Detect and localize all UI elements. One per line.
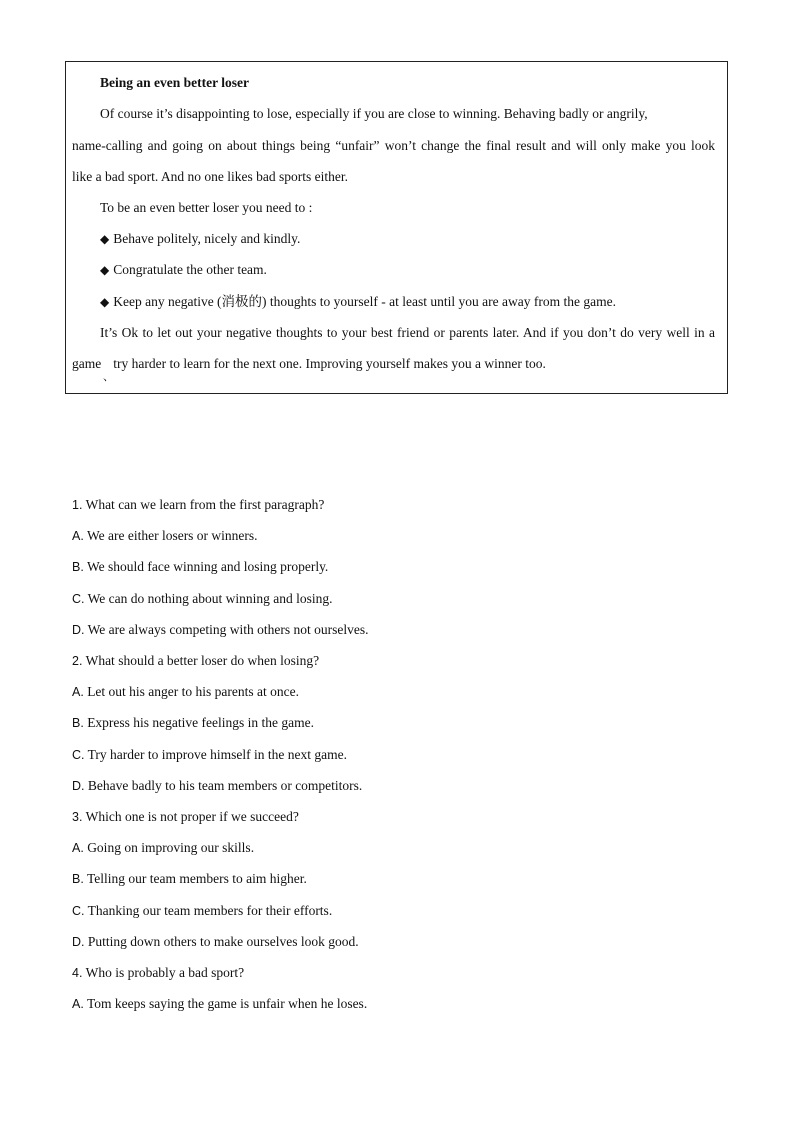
item-label: A.: [72, 841, 84, 855]
question-stem: [72, 965, 244, 981]
paragraph-3-line-1: It’s Ok to let out your negative thoughts to your best friend or parents later. And if you don’t do very well in a: [100, 325, 715, 340]
paragraph-3-line-2: game try harder to learn for the next one. Improving yourself makes you a winner too.: [72, 356, 546, 371]
item-text: Try harder to improve himself in the next game.: [87, 747, 347, 762]
paragraph-1-line-1: Of course it’s disappointing to lose, especially if you are close to winning. Behaving badly or angrily,: [100, 106, 648, 121]
item-label: 4.: [72, 966, 83, 980]
list-intro: To be an even better loser you need to :: [100, 200, 313, 215]
item-text: Which one is not proper if we succeed?: [85, 809, 299, 824]
bullet-item: ◆ Keep any negative (消极的) thoughts to yourself - at least until you are away from the game.: [100, 294, 616, 309]
item-label: D.: [72, 623, 85, 637]
diamond-bullet-icon: ◆: [100, 295, 110, 309]
paragraph-1-line-2: name-calling and going on about things being “unfair” won’t change the final result and will only make you look: [72, 138, 715, 153]
answer-option: [72, 747, 347, 763]
item-label: C.: [72, 748, 85, 762]
answer-option: [72, 559, 328, 575]
answer-option: [72, 934, 359, 950]
item-text: Who is probably a bad sport?: [85, 965, 245, 980]
answer-option: [72, 622, 368, 638]
item-label: A.: [72, 685, 84, 699]
question-stem: [72, 809, 299, 825]
answer-option: [72, 528, 258, 544]
diamond-bullet-icon: ◆: [100, 232, 110, 246]
bullet-item: ◆ Behave politely, nicely and kindly.: [100, 231, 301, 246]
item-label: B.: [72, 872, 84, 886]
item-label: C.: [72, 904, 85, 918]
item-text: Putting down others to make ourselves look good.: [87, 934, 359, 949]
item-text: We can do nothing about winning and losing.: [87, 591, 333, 606]
item-label: D.: [72, 935, 85, 949]
item-label: A.: [72, 997, 84, 1011]
paragraph-1-line-3: like a bad sport. And no one likes bad sports either.: [72, 169, 348, 184]
item-text: We should face winning and losing properly.: [86, 559, 329, 574]
bullet-item: ◆ Congratulate the other team.: [100, 262, 267, 277]
item-text: Going on improving our skills.: [87, 840, 255, 855]
item-text: We are always competing with others not ourselves.: [87, 622, 369, 637]
item-text: What should a better loser do when losing?: [85, 653, 320, 668]
item-label: 2.: [72, 654, 83, 668]
item-label: A.: [72, 529, 84, 543]
answer-option: [72, 778, 362, 794]
answer-option: [72, 840, 254, 856]
question-stem: [72, 497, 324, 513]
item-label: B.: [72, 560, 84, 574]
item-text: What can we learn from the first paragraph?: [85, 497, 325, 512]
answer-option: [72, 996, 367, 1012]
answer-option: [72, 903, 332, 919]
item-text: Let out his anger to his parents at once.: [87, 684, 300, 699]
item-label: 3.: [72, 810, 83, 824]
item-text: Tom keeps saying the game is unfair when he loses.: [86, 996, 368, 1011]
item-label: C.: [72, 592, 85, 606]
item-text: Behave badly to his team members or competitors.: [87, 778, 363, 793]
passage-title: Being an even better loser: [100, 75, 249, 90]
item-text: Thanking our team members for their efforts.: [87, 903, 333, 918]
item-label: B.: [72, 716, 84, 730]
stray-comma: 、: [103, 371, 114, 383]
item-text: We are either losers or winners.: [86, 528, 258, 543]
answer-option: [72, 591, 333, 607]
answer-option: [72, 715, 314, 731]
question-stem: [72, 653, 319, 669]
item-label: 1.: [72, 498, 83, 512]
item-text: Express his negative feelings in the game.: [87, 715, 314, 730]
diamond-bullet-icon: ◆: [100, 263, 110, 277]
item-label: D.: [72, 779, 85, 793]
answer-option: [72, 871, 307, 887]
item-text: Telling our team members to aim higher.: [86, 871, 307, 886]
answer-option: [72, 684, 299, 700]
